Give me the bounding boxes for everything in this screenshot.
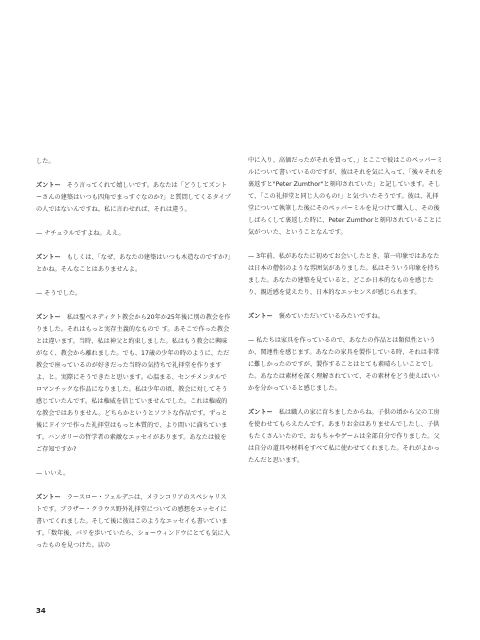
paragraph bbox=[36, 288, 232, 300]
paragraph bbox=[36, 180, 232, 216]
speaker-label: ズントー bbox=[36, 182, 61, 189]
paragraph-text: — 3年前、私があなたに初めてお会いしたとき、第一印象ではあなたは日本の僧侶のような雰囲気がありました。私はそういう印象を持ちました。あなたの建築を見ていると、どこか日本的なものを感じたり、親近感を覚えたり、日本的なエッセンスが感じられます。 bbox=[248, 253, 440, 296]
paragraph bbox=[36, 252, 232, 276]
paragraph bbox=[36, 468, 232, 480]
paragraph-text: そう言ってくれて嬉しいです。あなたは「どうしてズントーさんの建築はいつも四角でまっすぐなのか?」と質問してくるタイプの人ではないんですね。私に言わせれば、それは違う。 bbox=[36, 182, 231, 213]
paragraph bbox=[36, 228, 232, 240]
paragraph-text: 褒めていただいているみたいですね。 bbox=[278, 313, 384, 320]
paragraph-text: 私は職人の家に育ちましたからね。子供の頃から父の工房を使わせてもらえたんです。あまりお金はありませんでしたし、子供もたくさんいたので、おもちゃやゲームは全部自分で作りました。父は自分の道具や材料をすべて私に使わせてくれました。それがよかったんだと思います。 bbox=[248, 409, 440, 464]
paragraph bbox=[248, 155, 444, 239]
paragraph-text: した。 bbox=[36, 158, 55, 165]
speaker-label: ズントー bbox=[36, 314, 61, 321]
paragraph-text: ラースロー・フェルデニは、メランコリアのスペシャリストです。ブラザー・クラウス野外礼拝堂についての感想をエッセイに書いてくれました。そして後に彼はこのようなエッセイも書いています。「数年後、パリを歩いていたら、ショーウィンドウにとても気に入ったものを見つけた。店の bbox=[36, 494, 230, 549]
speaker-label: ズントー bbox=[36, 494, 61, 501]
speaker-label: ズントー bbox=[248, 313, 273, 320]
paragraph-text: — ナチュラルですよね。ええ。 bbox=[36, 230, 125, 237]
paragraph bbox=[248, 407, 444, 467]
paragraph bbox=[36, 156, 232, 168]
paragraph-text: — 私たちは家具を作っているので、あなたの作品とは類似性というか、関連性を感じます。あなたの家具を製作している時、それは非常に難しかったのですが、製作することはとても素晴らしいことでした。あなたは素材を深く理解されていて、その素材をどう使えばいいかを分かっていると感じました。 bbox=[248, 337, 440, 392]
speaker-label: ズントー bbox=[36, 254, 61, 261]
page-number: 34 bbox=[36, 607, 46, 615]
left-text-column bbox=[36, 156, 232, 564]
paragraph-text: 私は聖ベネディクト教会から20年か25年後に別の教会を作りました。それはもっと実存主義的なもので す。あそこで作った教会とは違います。当時、私は神父と約束しました。私はもう教会に興味がなく、教会から離れました。でも、17歳の少年の時のように、ただ教会で座っているのが好きだった当時の気持ちで礼拝堂を作りますよ、と。実際にそうできたと思います。心温まる、センチメンタルでロマンチックな作品になりました。私は少年の頃、教会に対してそう感じていたんです。私は権威を信じていませんでした。これは権威的な教会ではありません。どちらかというとソフトな作品です。ずっと後にドイツで作った礼拝堂はもっと本質的で、より間いに満ちています。ハンガリーの哲学者の素敵なエッセイがあります。あなたは彼をご存知ですか? bbox=[36, 314, 231, 453]
paragraph bbox=[248, 251, 444, 299]
speaker-label: ズントー bbox=[248, 409, 273, 416]
paragraph-text: 中に入り、高価だったがそれを買って、」とここで彼はこのペッパーミルについて書いているのですが、彼はそれを気に入って、「後々それを裏返すと"Peter Zumthor"と刻印されていた」と記しています。そして、「この礼拝堂と同じ人のもの!」と気づいたそうです。彼は、礼拝堂について執筆した後にそのペッパーミルを見つけて購入し、その後しばらくして裏返した時に、Peter Zumthorと刻印されていることに気がついた、ということなんです。 bbox=[248, 157, 443, 236]
right-text-column bbox=[248, 155, 444, 479]
paragraph-text: — そうでした。 bbox=[36, 290, 82, 297]
paragraph bbox=[36, 492, 232, 552]
paragraph bbox=[248, 335, 444, 395]
paragraph-text: もしくは、「なぜ、あなたの建築はいつも木造なのですか?」とかね。そんなことはありませんよ。 bbox=[36, 254, 231, 273]
paragraph bbox=[36, 312, 232, 456]
paragraph-text: — いいえ。 bbox=[36, 470, 70, 477]
paragraph bbox=[248, 311, 444, 323]
